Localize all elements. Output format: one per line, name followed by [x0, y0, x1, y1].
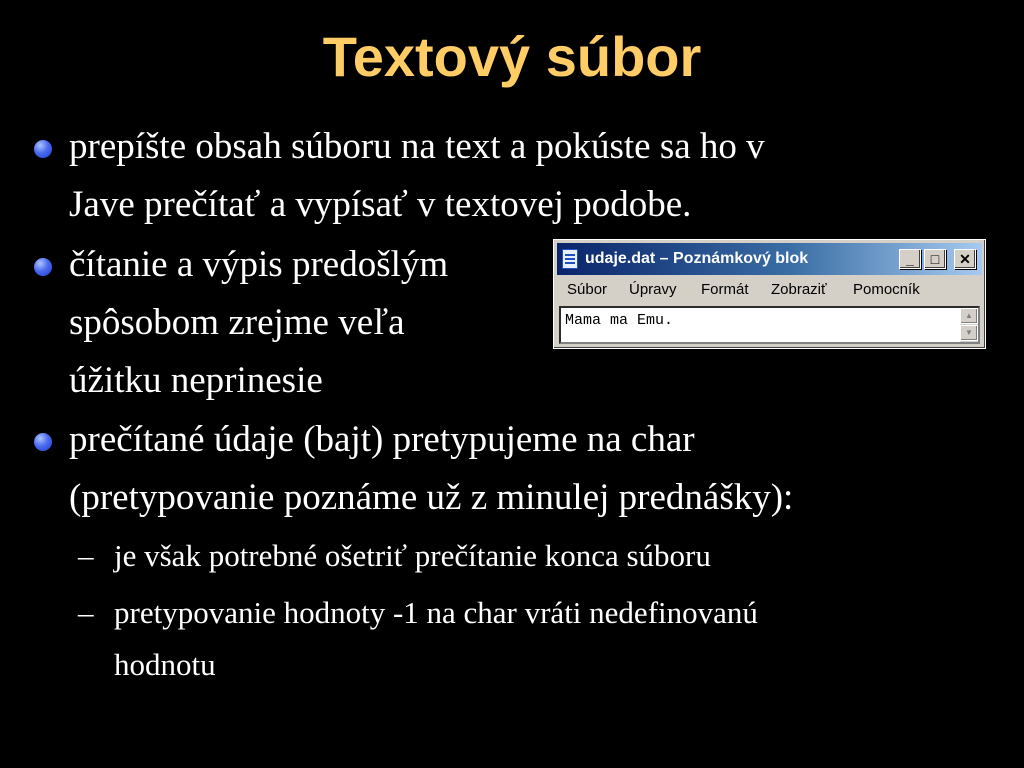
bullet-text-1: prepíšte obsah súboru na text a pokúste sa ho v Jave prečítať a vypísať v textovej podobe. [69, 126, 765, 225]
notepad-title: udaje.dat – Poznámkový blok [585, 250, 809, 267]
bullet-text-2: čítanie a výpis predošlým spôsobom zrejme veľa úžitku neprinesie [69, 244, 449, 401]
notepad-icon [562, 249, 578, 269]
close-button[interactable]: ✕ [954, 249, 976, 269]
scroll-down-icon[interactable]: ▼ [960, 325, 978, 341]
menu-item-zobrazit[interactable]: Zobraziť [771, 281, 827, 298]
sub-bullet-text-2: pretypovanie hodnoty -1 na char vráti nedefinovanú hodnotu [114, 595, 758, 682]
menu-item-upravy[interactable]: Úpravy [629, 281, 677, 298]
sub-bullet-dash: – [78, 595, 94, 630]
menu-item-subor[interactable]: Súbor [567, 281, 608, 298]
vertical-scrollbar[interactable] [960, 308, 978, 342]
menu-item-pomocnik[interactable]: Pomocník [853, 281, 920, 298]
bullet-icon [34, 140, 52, 158]
sub-bullet-text-1: je však potrebné ošetriť prečítanie konca súboru [114, 538, 711, 573]
bullet-icon [34, 433, 52, 451]
minimize-button[interactable]: _ [899, 249, 921, 269]
scroll-up-icon[interactable]: ▲ [960, 308, 978, 324]
notepad-text-area[interactable] [559, 306, 980, 344]
notepad-menubar [557, 278, 982, 302]
sub-bullet-dash: – [78, 538, 94, 573]
notepad-titlebar[interactable] [557, 243, 982, 275]
bullet-text-3: prečítané údaje (bajt) pretypujeme na char (pretypovanie poznáme už z minulej prednášky): [69, 419, 794, 518]
slide-title: Textový súbor [322, 25, 702, 88]
notepad-window [553, 239, 986, 349]
maximize-button[interactable]: □ [924, 249, 946, 269]
bullet-icon [34, 258, 52, 276]
menu-item-format[interactable]: Formát [701, 281, 749, 298]
notepad-content: Mama ma Emu. [565, 312, 674, 329]
